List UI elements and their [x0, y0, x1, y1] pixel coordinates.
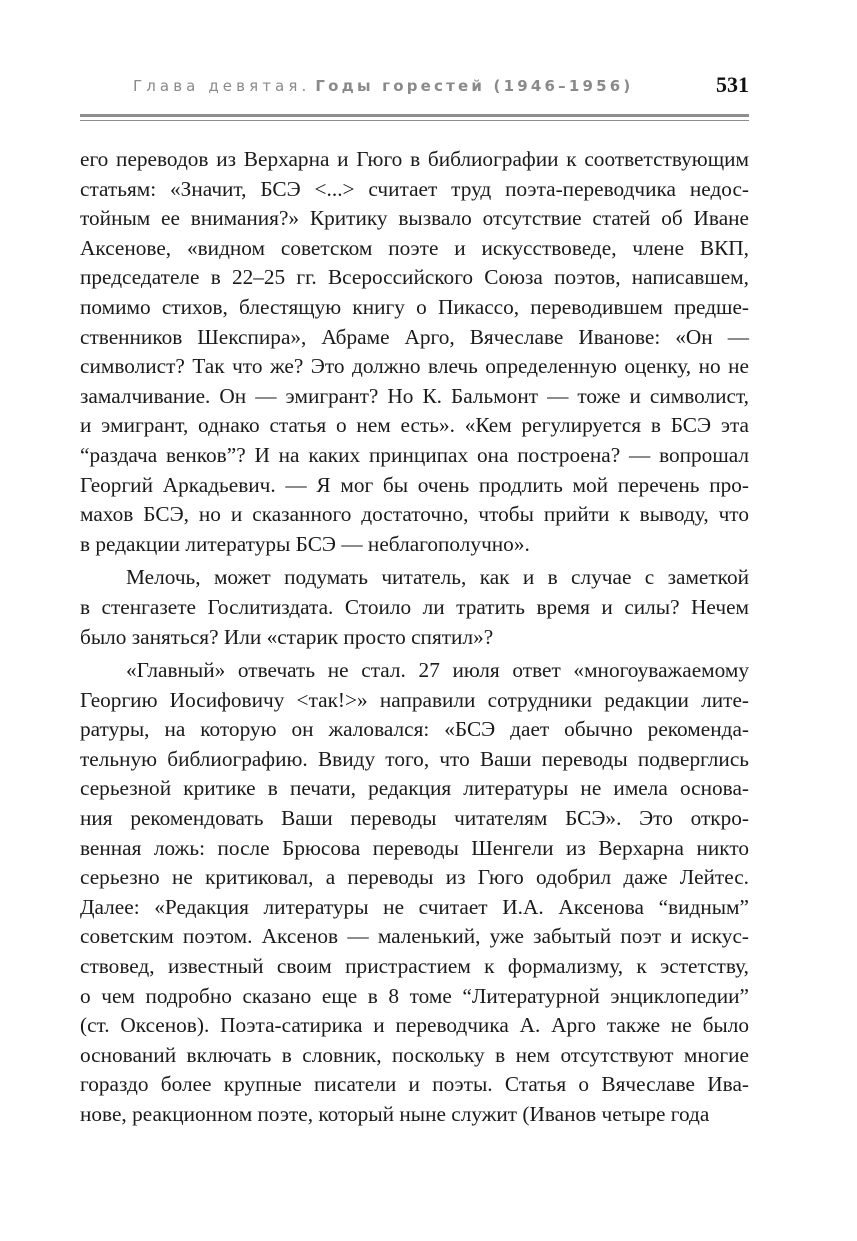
running-head	[133, 72, 751, 106]
text-line: Георгий Аркадьевич. — Я мог бы очень продлить мой перечень про-	[80, 472, 749, 497]
running-head-title: Годы горестей (1946–1956)	[315, 77, 634, 95]
text-line: ратуры, на которую он жаловался: «БСЭ дает обычно рекоменда-	[80, 717, 749, 742]
paragraph	[80, 145, 749, 559]
text-line: в редакции литературы БСЭ — неблагополучно».	[80, 531, 530, 556]
header-rule-thick	[80, 114, 749, 117]
text-line: Далее: «Редакция литературы не считает И.А. Аксенова “видным”	[80, 894, 749, 919]
text-line: ния рекомендовать Ваши переводы читателям БСЭ». Это откро-	[80, 806, 749, 831]
text-line: советским поэтом. Аксенов — маленький, уже забытый поэт и искус-	[80, 924, 749, 949]
text-line: его переводов из Верхарна и Гюго в библиографии к соответствующим	[80, 147, 749, 171]
text-line: (ст. Оксенов). Поэта-сатирика и переводчика А. Арго также не было	[80, 1013, 749, 1038]
page-number: 531	[716, 72, 749, 97]
text-line: ствовед, известный своим пристрастием к формализму, к эстетству,	[80, 954, 749, 979]
text-line: замалчивание. Он — эмигрант? Но К. Бальмонт — тоже и символист,	[80, 383, 749, 408]
text-line: нове, реакционном поэте, который ныне служит (Иванов четыре года	[80, 1102, 710, 1126]
text-line: ственников Шекспира», Абраме Арго, Вячеславе Иванове: «Он —	[80, 324, 749, 349]
text-line: в стенгазете Гослитиздата. Стоило ли тратить время и силы? Нечем	[80, 594, 749, 619]
text-line: гораздо более крупные писатели и поэты. Статья о Вячеславе Ива-	[80, 1072, 749, 1097]
text-line: помимо стихов, блестящую книгу о Пикассо, переводившем предше-	[80, 294, 749, 319]
text-line: серьезной критике в печати, редакция литературы не имела основа-	[80, 776, 749, 801]
text-line: статьям: «Значит, БСЭ <...> считает труд поэта-переводчика недос-	[80, 176, 749, 201]
text-line: серьезно не критиковал, а переводы из Гюго одобрил даже Лейтес.	[80, 865, 749, 890]
header-rule-thin	[80, 120, 749, 121]
paragraph	[80, 656, 749, 1130]
text-line: Георгию Иосифовичу <так!>» направили сотрудники редакции лите-	[80, 687, 749, 712]
text-line: “раздача венков”? И на каких принципах она построена? — вопрошал	[80, 442, 749, 467]
text-line: было заняться? Или «старик просто спятил»?	[80, 624, 494, 649]
text-line: и эмигрант, однако статья о нем есть». «Кем регулируется в БСЭ эта	[80, 413, 749, 438]
text-line: венная ложь: после Брюсова переводы Шенгели из Верхарна никто	[80, 835, 749, 860]
text-line: тельную библиографию. Ввиду того, что Ваши переводы подверглись	[80, 746, 749, 771]
text-line: махов БСЭ, но и сказанного достаточно, чтобы прийти к выводу, что	[80, 502, 749, 527]
text-line: Аксенове, «видном советском поэте и искусствоведе, члене ВКП,	[80, 235, 749, 260]
text-line: тойным ее внимания?» Критику вызвало отсутствие статей об Иване	[80, 206, 749, 231]
text-line: оснований включать в словник, поскольку в нем отсутствуют многие	[80, 1042, 749, 1067]
text-line: Мелочь, может подумать читатель, как и в случае с заметкой	[126, 565, 749, 590]
body-text	[80, 145, 749, 1130]
text-line: «Главный» отвечать не стал. 27 июля ответ «многоуважаемому	[126, 658, 749, 683]
running-head-chapter: Глава девятая.	[133, 77, 311, 95]
text-line: председателе в 22–25 гг. Всероссийского Союза поэтов, написавшем,	[80, 265, 749, 290]
text-line: символист? Так что же? Это должно влечь определенную оценку, но не	[80, 354, 749, 379]
text-line: о чем подробно сказано еще в 8 томе “Литературной энциклопедии”	[80, 983, 749, 1008]
paragraph	[80, 563, 749, 652]
